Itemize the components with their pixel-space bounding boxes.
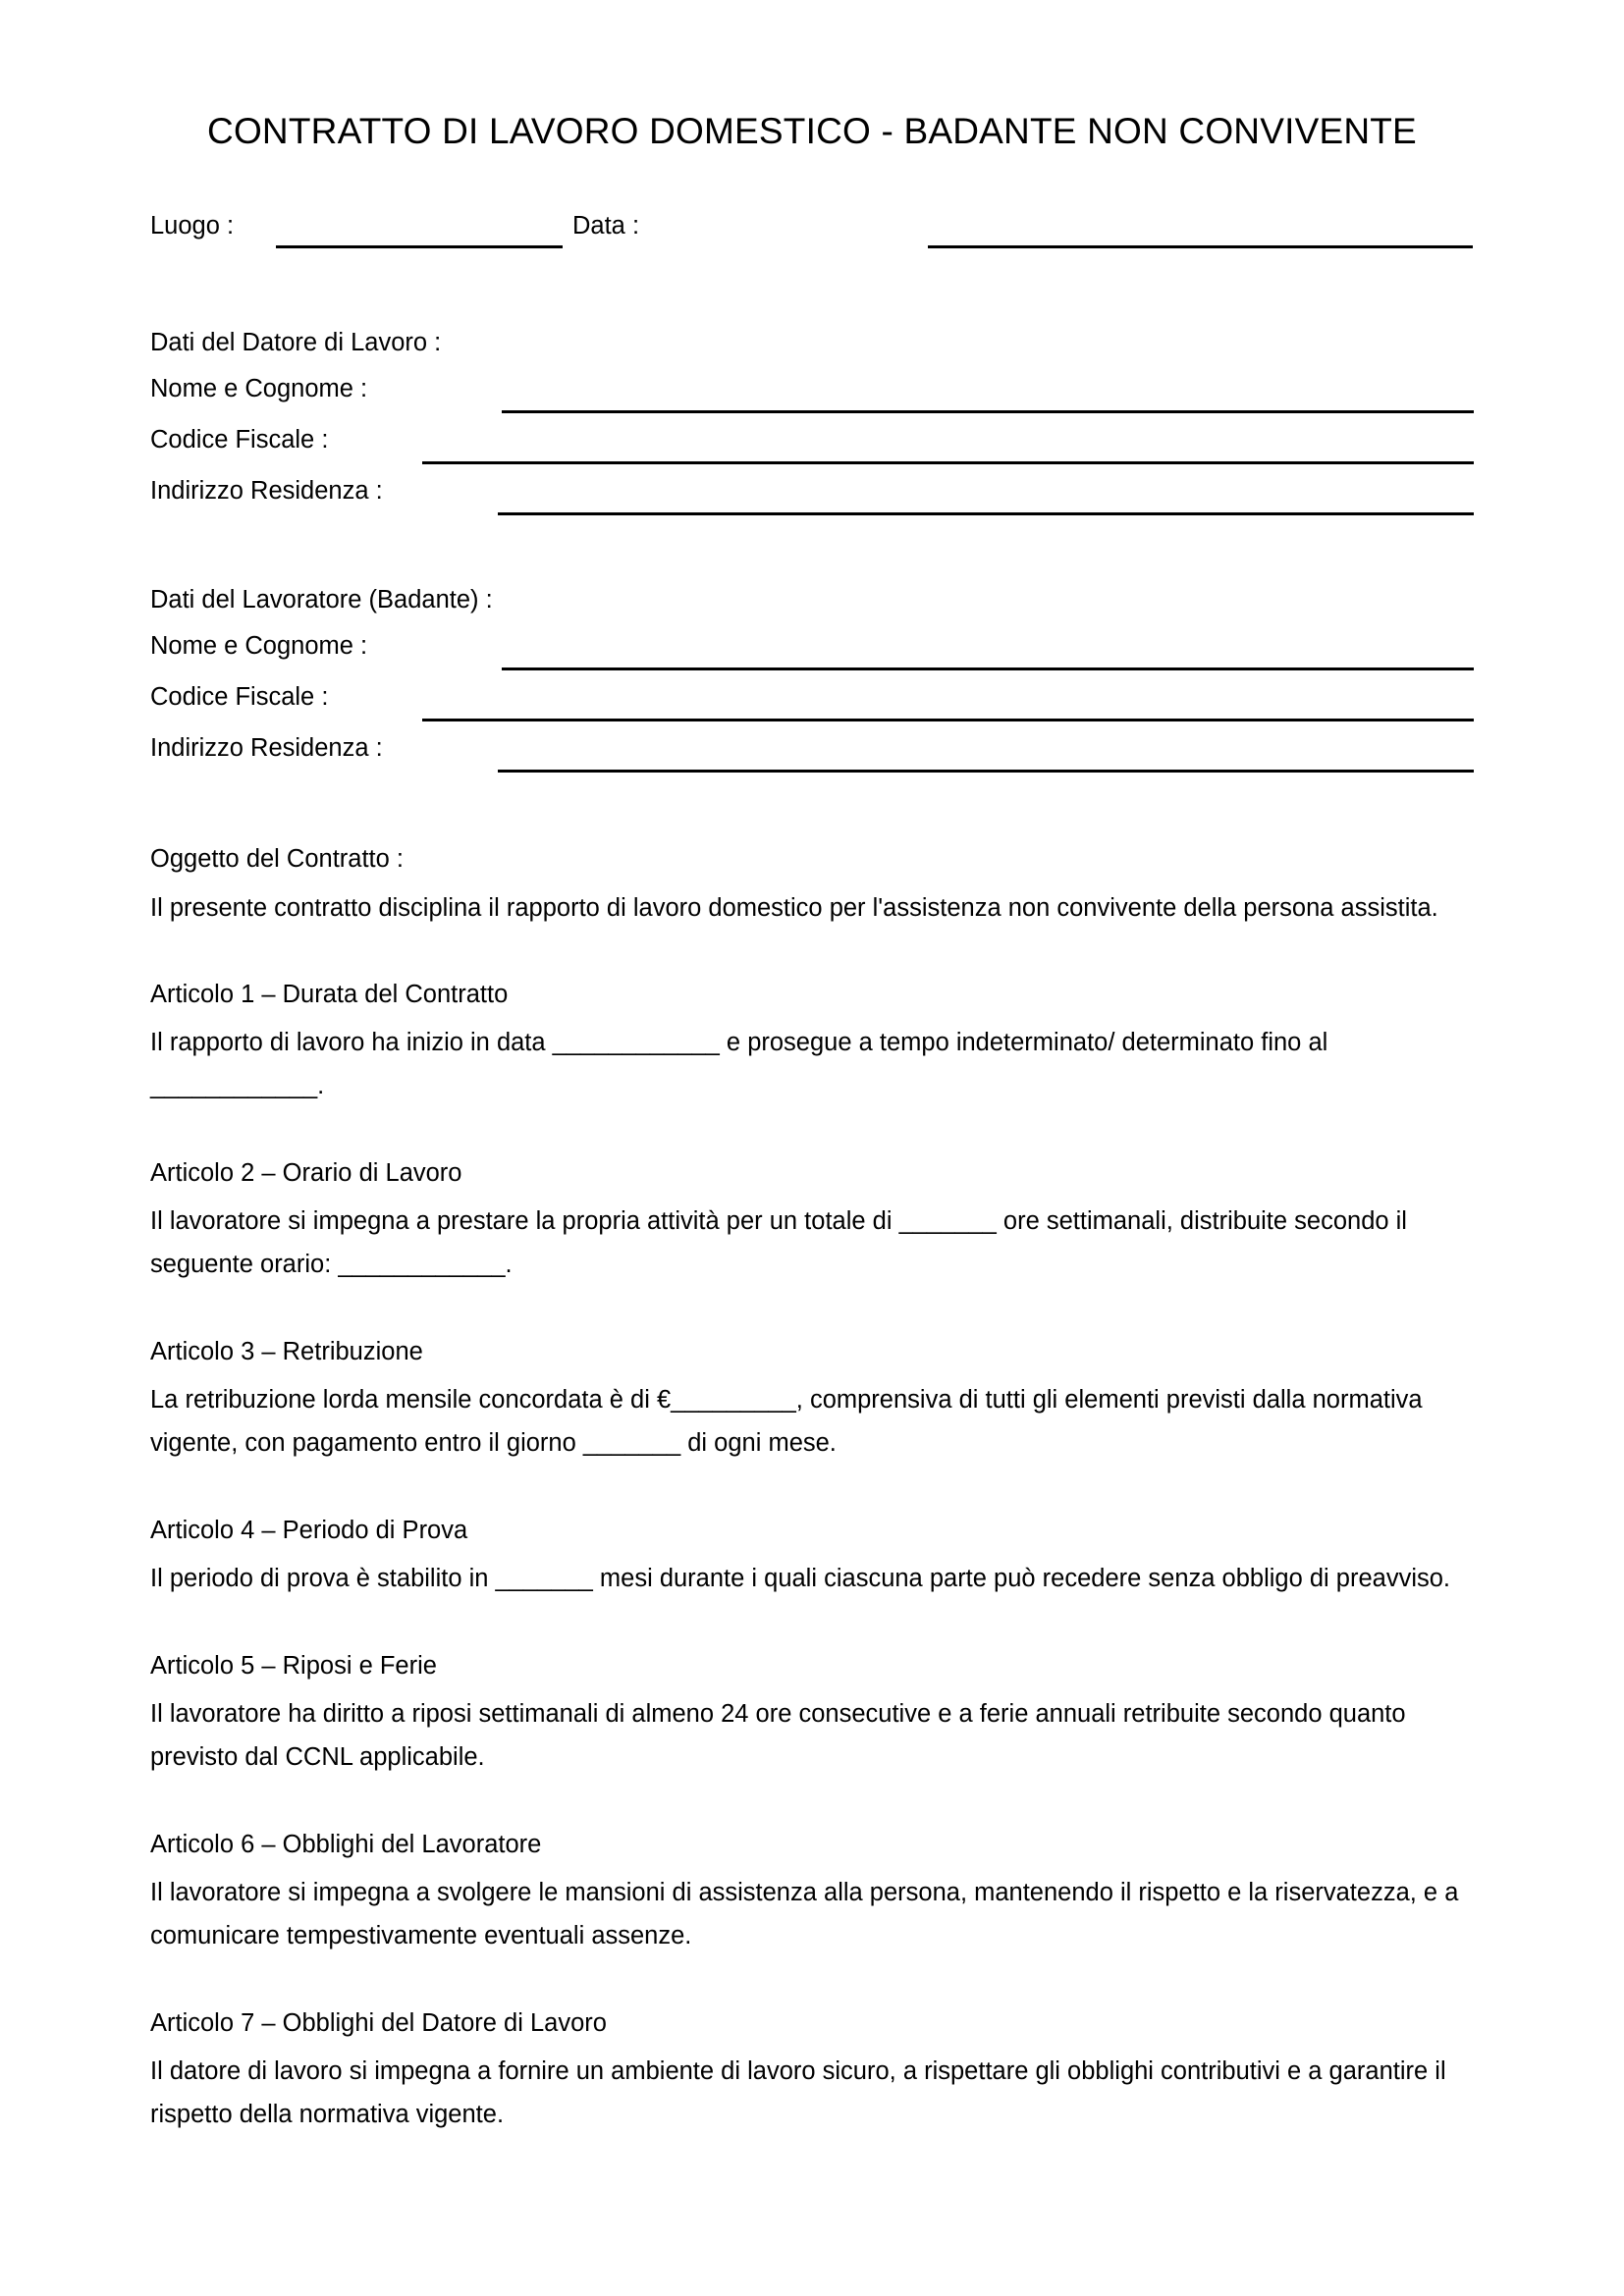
- place-date-row: [150, 210, 1474, 269]
- employer-address-label: Indirizzo Residenza :: [150, 477, 383, 506]
- employer-name-row: [150, 373, 1474, 424]
- worker-name-input-rule[interactable]: [502, 667, 1474, 670]
- worker-fiscal-code-label: Codice Fiscale :: [150, 683, 329, 712]
- article-1-body: Il rapporto di lavoro ha inizio in data ____________ e prosegue a tempo indeterminato/ determinato fino al ____________.: [150, 1029, 1328, 1100]
- employer-section: [150, 322, 1474, 526]
- page-title: CONTRATTO DI LAVORO DOMESTICO - BADANTE NON CONVIVENTE: [207, 111, 1417, 151]
- place-input-rule[interactable]: [276, 245, 563, 248]
- article-1-title: Articolo 1 – Durata del Contratto: [150, 981, 509, 1009]
- employer-fiscal-code-label: Codice Fiscale :: [150, 426, 329, 454]
- article-4-body: Il periodo di prova è stabilito in _______ mesi durante i quali ciascuna parte può recedere senza obbligo di preavviso.: [150, 1565, 1450, 1593]
- worker-section: [150, 579, 1474, 783]
- worker-address-input-rule[interactable]: [498, 770, 1474, 773]
- date-label: Data :: [572, 212, 640, 240]
- contract-object-section: [150, 838, 1474, 929]
- article-5: [150, 1645, 1474, 1779]
- article-3: [150, 1331, 1474, 1465]
- worker-address-label: Indirizzo Residenza :: [150, 734, 383, 763]
- employer-name-label: Nome e Cognome :: [150, 375, 368, 403]
- article-7-body: Il datore di lavoro si impegna a fornire un ambiente di lavoro sicuro, a rispettare gli obblighi contributivi e a garantire il rispetto della normativa vigente.: [150, 2057, 1446, 2129]
- worker-name-row: [150, 630, 1474, 681]
- article-5-body: Il lavoratore ha diritto a riposi settimanali di almeno 24 ore consecutive e a ferie annuali retribuite secondo quanto previsto dal CCNL applicabile.: [150, 1700, 1406, 1772]
- article-1: [150, 974, 1474, 1107]
- article-5-title: Articolo 5 – Riposi e Ferie: [150, 1652, 437, 1681]
- place-label: Luogo :: [150, 212, 235, 240]
- article-7-title: Articolo 7 – Obblighi del Datore di Lavoro: [150, 2009, 607, 2038]
- worker-name-label: Nome e Cognome :: [150, 632, 368, 661]
- employer-heading: Dati del Datore di Lavoro :: [150, 329, 442, 357]
- employer-address-row: [150, 475, 1474, 526]
- article-3-title: Articolo 3 – Retribuzione: [150, 1338, 423, 1366]
- article-4: [150, 1510, 1474, 1600]
- date-input-rule[interactable]: [928, 245, 1473, 248]
- worker-heading: Dati del Lavoratore (Badante) :: [150, 586, 493, 614]
- contract-object-heading: Oggetto del Contratto :: [150, 845, 404, 874]
- employer-address-input-rule[interactable]: [498, 512, 1474, 515]
- article-2: [150, 1152, 1474, 1286]
- article-2-body: Il lavoratore si impegna a prestare la propria attività per un totale di _______ ore settimanali, distribuite secondo il seguente orario: ____________.: [150, 1207, 1407, 1279]
- contract-object-text: Il presente contratto disciplina il rapporto di lavoro domestico per l'assistenza non convivente della persona assistita.: [150, 894, 1438, 923]
- article-6-body: Il lavoratore si impegna a svolgere le mansioni di assistenza alla persona, mantenendo il rispetto e la riservatezza, e a comunicare tempestivamente eventuali assenze.: [150, 1879, 1459, 1950]
- article-2-title: Articolo 2 – Orario di Lavoro: [150, 1159, 462, 1188]
- article-7: [150, 2002, 1474, 2136]
- article-6: [150, 1824, 1474, 1957]
- article-6-title: Articolo 6 – Obblighi del Lavoratore: [150, 1831, 542, 1859]
- article-4-title: Articolo 4 – Periodo di Prova: [150, 1517, 468, 1545]
- worker-fiscal-code-row: [150, 681, 1474, 732]
- worker-address-row: [150, 732, 1474, 783]
- employer-fiscal-code-row: [150, 424, 1474, 475]
- worker-fiscal-code-input-rule[interactable]: [422, 719, 1474, 721]
- employer-fiscal-code-input-rule[interactable]: [422, 461, 1474, 464]
- article-3-body: La retribuzione lorda mensile concordata è di €_________, comprensiva di tutti gli elementi previsti dalla normativa vigente, con pagamento entro il giorno _______ di ogni mese.: [150, 1386, 1423, 1458]
- employer-name-input-rule[interactable]: [502, 410, 1474, 413]
